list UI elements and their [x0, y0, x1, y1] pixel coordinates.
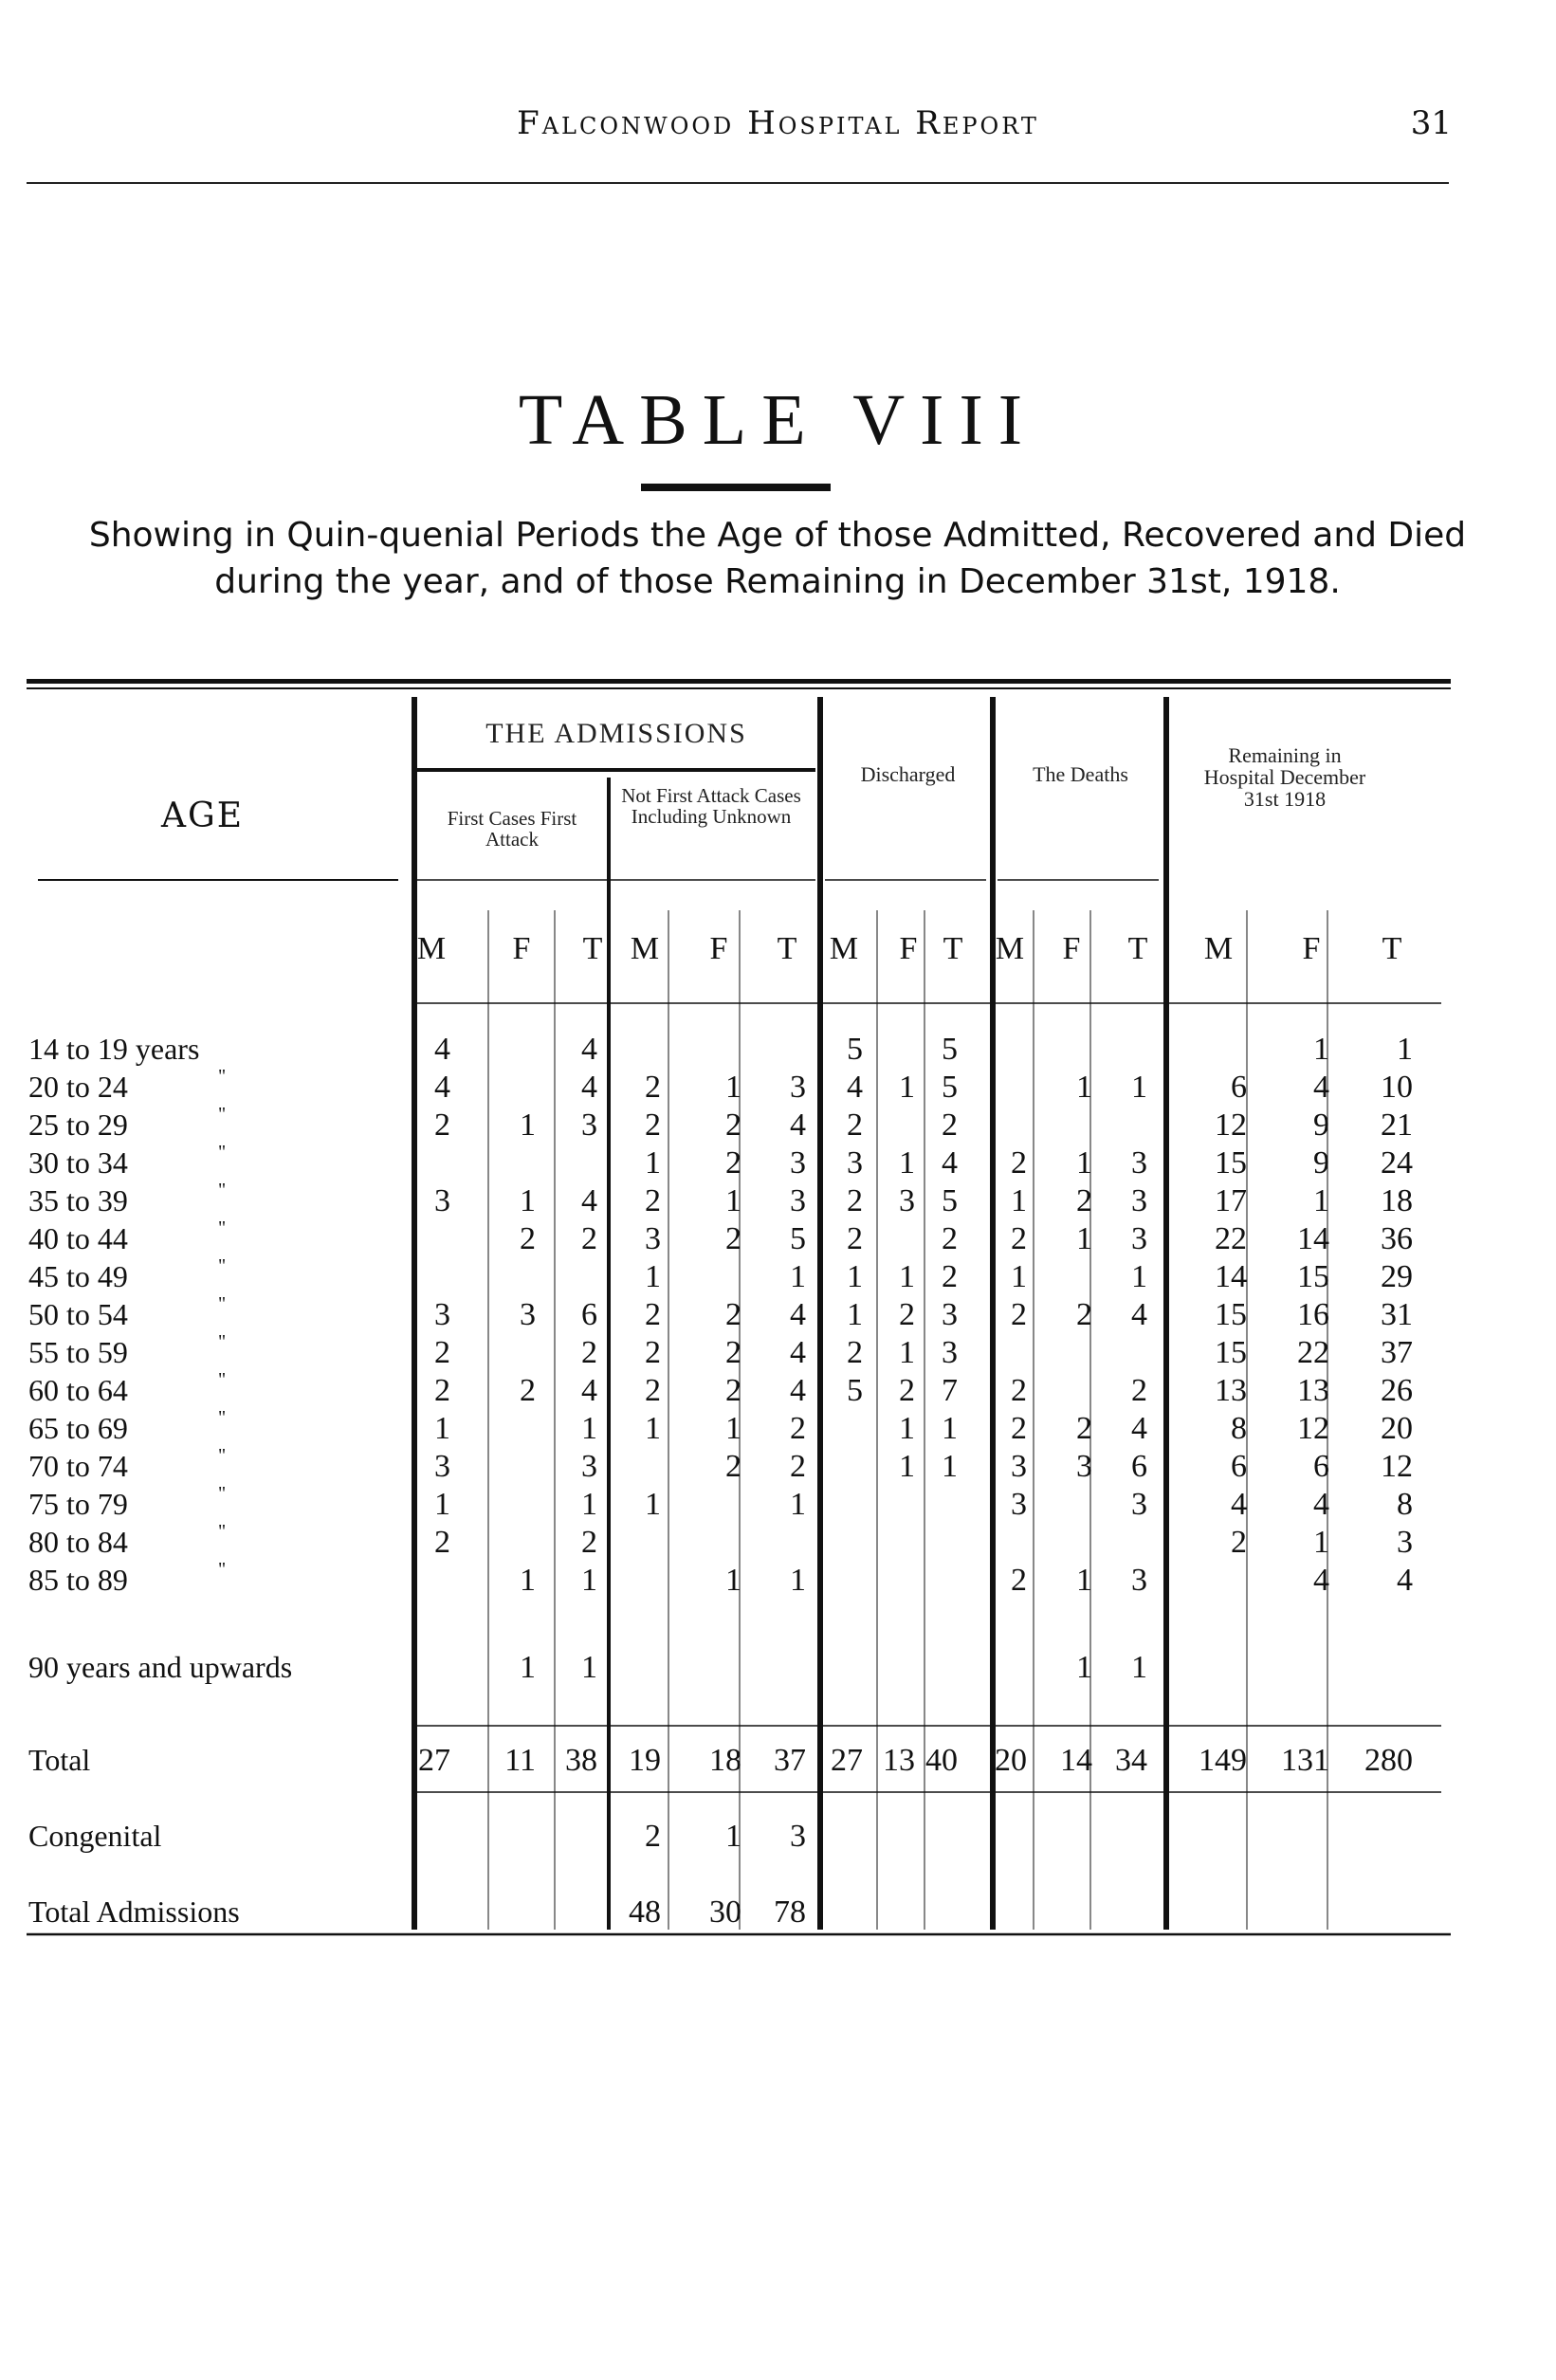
ditto-mark: " [218, 1369, 227, 1390]
discharged-m-cell: 4 [847, 1070, 863, 1105]
ditto-mark: " [218, 1217, 227, 1238]
not-first-f-cell: 1 [725, 1819, 741, 1854]
first-cases-m-cell: 2 [434, 1525, 450, 1560]
remaining-m-cell: 17 [1215, 1183, 1247, 1218]
discharged-m-cell: 5 [847, 1373, 863, 1408]
remaining-m-cell: 15 [1215, 1145, 1247, 1181]
first-cases-f-cell: 2 [520, 1221, 536, 1256]
discharged-f-cell: 3 [899, 1183, 915, 1218]
first-cases-t-cell: 3 [581, 1108, 597, 1143]
first-cases-t-label: T [582, 931, 603, 966]
remaining-f-cell: 1 [1313, 1032, 1329, 1067]
ditto-mark: " [218, 1255, 227, 1276]
remaining-m-cell: 15 [1215, 1297, 1247, 1332]
remaining-m-cell: 13 [1215, 1373, 1247, 1408]
remaining-f-cell: 13 [1297, 1373, 1329, 1408]
not-first-m-cell: 2 [645, 1297, 661, 1332]
row-label-text: 55 to 59 [28, 1335, 128, 1369]
row-label-text: 40 to 44 [28, 1221, 128, 1255]
row-label-text: Total [28, 1743, 91, 1777]
row-label [28, 1483, 227, 1522]
first-cases-m-cell: 3 [434, 1449, 450, 1484]
discharged-t-cell: 3 [942, 1335, 958, 1370]
remaining-f-cell: 14 [1297, 1221, 1329, 1256]
not-first-m-cell: 2 [645, 1070, 661, 1105]
remaining-m-cell: 8 [1231, 1411, 1247, 1446]
not-first-f-cell: 2 [725, 1297, 741, 1332]
discharged-m-label: M [829, 931, 859, 966]
first-cases-t-cell: 3 [581, 1449, 597, 1484]
ditto-mark: " [218, 1521, 227, 1542]
deaths-m-cell: 2 [1011, 1563, 1027, 1598]
remaining-f-label: F [1302, 931, 1321, 966]
row-label-text: 90 years and upwards [28, 1650, 293, 1684]
first-cases-f-cell: 11 [504, 1743, 536, 1778]
table-title: TABLE VIII [518, 380, 1038, 460]
remaining-t-label: T [1382, 931, 1402, 966]
deaths-f-cell: 1 [1076, 1221, 1092, 1256]
deaths-f-cell: 2 [1076, 1183, 1092, 1218]
first-cases-heading: First Cases First Attack [447, 807, 577, 851]
discharged-t-cell: 5 [942, 1070, 958, 1105]
row-label [28, 1445, 227, 1484]
first-cases-f-cell: 2 [520, 1373, 536, 1408]
discharged-t-cell: 5 [942, 1032, 958, 1067]
first-cases-m-cell: 4 [434, 1032, 450, 1067]
not-first-f-cell: 2 [725, 1449, 741, 1484]
first-cases-m-cell: 1 [434, 1411, 450, 1446]
remaining-m-cell: 149 [1199, 1743, 1247, 1778]
not-first-f-cell: 1 [725, 1563, 741, 1598]
not-first-t-cell: 1 [790, 1563, 806, 1598]
remaining-f-cell: 12 [1297, 1411, 1329, 1446]
discharged-f-cell: 1 [899, 1145, 915, 1181]
remaining-m-cell: 2 [1231, 1525, 1247, 1560]
not-first-f-cell: 2 [725, 1108, 741, 1143]
ditto-mark: " [218, 1331, 227, 1352]
remaining-t-cell: 1 [1397, 1032, 1413, 1067]
remaining-f-cell: 131 [1281, 1743, 1329, 1778]
row-label-text: 60 to 64 [28, 1373, 128, 1407]
first-cases-t-cell: 2 [581, 1525, 597, 1560]
remaining-f-cell: 15 [1297, 1259, 1329, 1294]
remaining-t-cell: 280 [1364, 1743, 1413, 1778]
not-first-heading: Not First Attack Cases Including Unknown [621, 784, 801, 829]
row-label [28, 1559, 227, 1598]
first-cases-t-cell: 1 [581, 1650, 597, 1685]
discharged-f-label: F [899, 931, 918, 966]
not-first-f-label: F [709, 931, 728, 966]
discharged-f-cell: 1 [899, 1070, 915, 1105]
row-label-text: 85 to 89 [28, 1563, 128, 1597]
discharged-t-label: T [943, 931, 963, 966]
deaths-t-cell: 3 [1131, 1487, 1147, 1522]
remaining-t-cell: 18 [1381, 1183, 1413, 1218]
ditto-mark: " [218, 1293, 227, 1314]
deaths-m-label: M [995, 931, 1025, 966]
remaining-t-cell: 20 [1381, 1411, 1413, 1446]
first-cases-m-cell: 3 [434, 1183, 450, 1218]
deaths-m-cell: 20 [995, 1743, 1027, 1778]
remaining-t-cell: 12 [1381, 1449, 1413, 1484]
row-label-text: 14 to 19 years [28, 1032, 200, 1066]
remaining-f-cell: 1 [1313, 1525, 1329, 1560]
row-label-text: Total Admissions [28, 1895, 240, 1929]
ditto-mark: " [218, 1559, 227, 1580]
row-label-text: 30 to 34 [28, 1145, 128, 1180]
deaths-m-cell: 2 [1011, 1373, 1027, 1408]
remaining-f-cell: 4 [1313, 1487, 1329, 1522]
page-number: 31 [1410, 104, 1452, 142]
first-cases-m-cell: 3 [434, 1297, 450, 1332]
running-head-title: Falconwood Hospital Report [517, 104, 1039, 142]
row-label [28, 1521, 227, 1560]
remaining-f-cell: 1 [1313, 1183, 1329, 1218]
ditto-mark: " [218, 1066, 227, 1087]
discharged-t-cell: 4 [942, 1145, 958, 1181]
remaining-f-cell: 9 [1313, 1145, 1329, 1181]
deaths-t-cell: 4 [1131, 1297, 1147, 1332]
first-cases-m-cell: 1 [434, 1487, 450, 1522]
remaining-f-cell: 9 [1313, 1108, 1329, 1143]
first-cases-t-cell: 4 [581, 1183, 597, 1218]
not-first-f-cell: 2 [725, 1335, 741, 1370]
row-label-text: 70 to 74 [28, 1449, 128, 1483]
deaths-t-cell: 1 [1131, 1070, 1147, 1105]
first-cases-t-cell: 2 [581, 1335, 597, 1370]
deaths-f-cell: 1 [1076, 1650, 1092, 1685]
row-label-text: 35 to 39 [28, 1183, 128, 1217]
discharged-t-cell: 7 [942, 1373, 958, 1408]
remaining-m-cell: 14 [1215, 1259, 1247, 1294]
deaths-f-cell: 1 [1076, 1563, 1092, 1598]
not-first-f-cell: 1 [725, 1070, 741, 1105]
not-first-t-cell: 37 [774, 1743, 806, 1778]
deaths-m-cell: 1 [1011, 1183, 1027, 1218]
remaining-m-cell: 4 [1231, 1487, 1247, 1522]
first-cases-f-cell: 3 [520, 1297, 536, 1332]
discharged-t-cell: 3 [942, 1297, 958, 1332]
discharged-f-cell: 13 [883, 1743, 915, 1778]
row-label [28, 1066, 227, 1105]
remaining-f-cell: 22 [1297, 1335, 1329, 1370]
not-first-t-cell: 3 [790, 1070, 806, 1105]
deaths-m-cell: 3 [1011, 1449, 1027, 1484]
row-label-text: 45 to 49 [28, 1259, 128, 1293]
discharged-t-cell: 2 [942, 1259, 958, 1294]
row-label [28, 1331, 227, 1370]
age-heading: AGE [161, 796, 245, 835]
discharged-heading: Discharged [860, 762, 956, 786]
row-label-text: 25 to 29 [28, 1108, 128, 1142]
remaining-t-cell: 26 [1381, 1373, 1413, 1408]
deaths-m-cell: 2 [1011, 1221, 1027, 1256]
row-label [28, 1369, 227, 1408]
deaths-f-cell: 1 [1076, 1145, 1092, 1181]
row-label-text: 75 to 79 [28, 1487, 128, 1521]
row-label [28, 1743, 90, 1778]
row-label [28, 1895, 240, 1930]
row-label-text: Congenital [28, 1819, 162, 1853]
first-cases-m-cell: 2 [434, 1335, 450, 1370]
row-label [28, 1217, 227, 1256]
deaths-f-cell: 2 [1076, 1297, 1092, 1332]
deaths-heading: The Deaths [1033, 762, 1128, 786]
not-first-t-cell: 4 [790, 1373, 806, 1408]
first-cases-t-cell: 38 [565, 1743, 597, 1778]
ditto-mark: " [218, 1104, 227, 1125]
row-label-text: 20 to 24 [28, 1070, 128, 1104]
row-label [28, 1104, 227, 1143]
not-first-m-cell: 2 [645, 1335, 661, 1370]
admissions-heading: THE ADMISSIONS [485, 718, 747, 749]
discharged-m-cell: 2 [847, 1221, 863, 1256]
row-label [28, 1142, 227, 1181]
discharged-m-cell: 2 [847, 1183, 863, 1218]
discharged-m-cell: 27 [831, 1743, 863, 1778]
first-cases-t-cell: 1 [581, 1563, 597, 1598]
first-cases-t-cell: 4 [581, 1373, 597, 1408]
discharged-m-cell: 3 [847, 1145, 863, 1181]
not-first-f-cell: 2 [725, 1145, 741, 1181]
not-first-t-cell: 78 [774, 1895, 806, 1930]
discharged-f-cell: 2 [899, 1373, 915, 1408]
discharged-f-cell: 1 [899, 1449, 915, 1484]
not-first-m-label: M [630, 931, 660, 966]
discharged-f-cell: 1 [899, 1335, 915, 1370]
deaths-t-cell: 3 [1131, 1221, 1147, 1256]
not-first-t-cell: 3 [790, 1145, 806, 1181]
not-first-m-cell: 2 [645, 1373, 661, 1408]
deaths-m-cell: 3 [1011, 1487, 1027, 1522]
deaths-m-cell: 2 [1011, 1297, 1027, 1332]
remaining-m-cell: 15 [1215, 1335, 1247, 1370]
discharged-f-cell: 2 [899, 1297, 915, 1332]
row-label-text: 80 to 84 [28, 1525, 128, 1559]
not-first-t-cell: 4 [790, 1108, 806, 1143]
remaining-t-cell: 36 [1381, 1221, 1413, 1256]
deaths-t-label: T [1127, 931, 1148, 966]
deaths-m-cell: 1 [1011, 1259, 1027, 1294]
discharged-t-cell: 2 [942, 1221, 958, 1256]
discharged-t-cell: 2 [942, 1108, 958, 1143]
not-first-t-cell: 3 [790, 1183, 806, 1218]
ditto-mark: " [218, 1407, 227, 1428]
not-first-m-cell: 2 [645, 1183, 661, 1218]
discharged-t-cell: 40 [925, 1743, 958, 1778]
first-cases-m-cell: 2 [434, 1373, 450, 1408]
not-first-f-cell: 1 [725, 1411, 741, 1446]
not-first-f-cell: 2 [725, 1221, 741, 1256]
ditto-mark: " [218, 1180, 227, 1200]
not-first-f-cell: 18 [709, 1743, 741, 1778]
first-cases-m-cell: 27 [418, 1743, 450, 1778]
not-first-t-cell: 1 [790, 1487, 806, 1522]
remaining-t-cell: 37 [1381, 1335, 1413, 1370]
remaining-f-cell: 16 [1297, 1297, 1329, 1332]
remaining-heading: Remaining in Hospital December 31st 1918 [1203, 743, 1366, 812]
remaining-t-cell: 24 [1381, 1145, 1413, 1181]
first-cases-m-label: M [416, 931, 447, 966]
remaining-f-cell: 6 [1313, 1449, 1329, 1484]
not-first-m-cell: 3 [645, 1221, 661, 1256]
deaths-f-cell: 14 [1060, 1743, 1092, 1778]
not-first-m-cell: 19 [629, 1743, 661, 1778]
discharged-m-cell: 1 [847, 1297, 863, 1332]
deaths-m-cell: 2 [1011, 1145, 1027, 1181]
first-cases-t-cell: 1 [581, 1411, 597, 1446]
remaining-m-cell: 6 [1231, 1449, 1247, 1484]
remaining-m-label: M [1203, 931, 1234, 966]
discharged-m-cell: 2 [847, 1335, 863, 1370]
not-first-f-cell: 2 [725, 1373, 741, 1408]
discharged-t-cell: 5 [942, 1183, 958, 1218]
table-subtitle: Showing in Quin-quenial Periods the Age of those Admitted, Recovered and Died during the year, and of those Remaining in December 31st, 1918. [88, 516, 1467, 601]
first-cases-m-cell: 4 [434, 1070, 450, 1105]
deaths-f-cell: 2 [1076, 1411, 1092, 1446]
not-first-f-cell: 30 [709, 1895, 741, 1930]
row-label [28, 1407, 227, 1446]
ditto-mark: " [218, 1142, 227, 1163]
first-cases-t-cell: 2 [581, 1221, 597, 1256]
discharged-f-cell: 1 [899, 1259, 915, 1294]
remaining-t-cell: 4 [1397, 1563, 1413, 1598]
deaths-m-cell: 2 [1011, 1411, 1027, 1446]
first-cases-t-cell: 6 [581, 1297, 597, 1332]
not-first-t-cell: 4 [790, 1297, 806, 1332]
remaining-f-cell: 4 [1313, 1070, 1329, 1105]
remaining-t-cell: 10 [1381, 1070, 1413, 1105]
deaths-t-cell: 34 [1115, 1743, 1147, 1778]
deaths-f-cell: 1 [1076, 1070, 1092, 1105]
discharged-f-cell: 1 [899, 1411, 915, 1446]
deaths-t-cell: 6 [1131, 1449, 1147, 1484]
row-label [28, 1650, 292, 1685]
first-cases-f-label: F [512, 931, 531, 966]
remaining-m-cell: 12 [1215, 1108, 1247, 1143]
first-cases-t-cell: 4 [581, 1032, 597, 1067]
not-first-m-cell: 48 [629, 1895, 661, 1930]
first-cases-f-cell: 1 [520, 1563, 536, 1598]
deaths-t-cell: 3 [1131, 1183, 1147, 1218]
deaths-t-cell: 1 [1131, 1650, 1147, 1685]
not-first-m-cell: 1 [645, 1145, 661, 1181]
not-first-f-cell: 1 [725, 1183, 741, 1218]
first-cases-f-cell: 1 [520, 1650, 536, 1685]
deaths-t-cell: 3 [1131, 1145, 1147, 1181]
remaining-f-cell: 4 [1313, 1563, 1329, 1598]
remaining-t-cell: 8 [1397, 1487, 1413, 1522]
deaths-f-cell: 3 [1076, 1449, 1092, 1484]
not-first-t-cell: 3 [790, 1819, 806, 1854]
not-first-t-cell: 2 [790, 1449, 806, 1484]
not-first-m-cell: 2 [645, 1819, 661, 1854]
deaths-f-label: F [1062, 931, 1081, 966]
discharged-t-cell: 1 [942, 1411, 958, 1446]
discharged-m-cell: 1 [847, 1259, 863, 1294]
discharged-m-cell: 5 [847, 1032, 863, 1067]
remaining-m-cell: 22 [1215, 1221, 1247, 1256]
first-cases-t-cell: 1 [581, 1487, 597, 1522]
not-first-t-cell: 4 [790, 1335, 806, 1370]
remaining-t-cell: 21 [1381, 1108, 1413, 1143]
row-label [28, 1255, 227, 1294]
first-cases-m-cell: 2 [434, 1108, 450, 1143]
first-cases-f-cell: 1 [520, 1183, 536, 1218]
first-cases-t-cell: 4 [581, 1070, 597, 1105]
row-label [28, 1180, 227, 1218]
first-cases-f-cell: 1 [520, 1108, 536, 1143]
not-first-t-cell: 2 [790, 1411, 806, 1446]
row-label-text: 65 to 69 [28, 1411, 128, 1445]
discharged-t-cell: 1 [942, 1449, 958, 1484]
row-label [28, 1819, 161, 1854]
not-first-t-cell: 1 [790, 1259, 806, 1294]
deaths-t-cell: 4 [1131, 1411, 1147, 1446]
not-first-t-label: T [777, 931, 797, 966]
deaths-t-cell: 3 [1131, 1563, 1147, 1598]
discharged-m-cell: 2 [847, 1108, 863, 1143]
deaths-t-cell: 1 [1131, 1259, 1147, 1294]
remaining-t-cell: 31 [1381, 1297, 1413, 1332]
row-label [28, 1032, 199, 1067]
ditto-mark: " [218, 1445, 227, 1466]
deaths-t-cell: 2 [1131, 1373, 1147, 1408]
not-first-m-cell: 1 [645, 1259, 661, 1294]
row-label [28, 1293, 227, 1332]
remaining-t-cell: 3 [1397, 1525, 1413, 1560]
ditto-mark: " [218, 1483, 227, 1504]
remaining-t-cell: 29 [1381, 1259, 1413, 1294]
not-first-t-cell: 5 [790, 1221, 806, 1256]
not-first-m-cell: 1 [645, 1487, 661, 1522]
not-first-m-cell: 2 [645, 1108, 661, 1143]
row-label-text: 50 to 54 [28, 1297, 128, 1331]
remaining-m-cell: 6 [1231, 1070, 1247, 1105]
not-first-m-cell: 1 [645, 1411, 661, 1446]
